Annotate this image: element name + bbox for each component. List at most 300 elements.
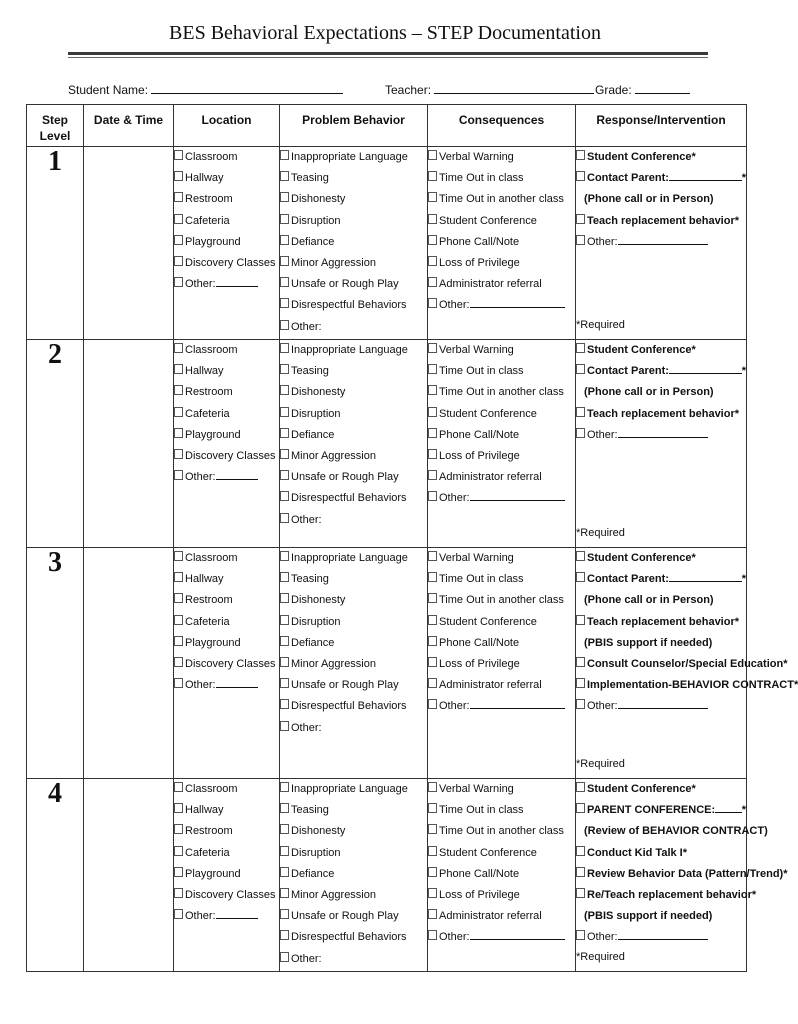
list-item (280, 906, 427, 927)
list-item (174, 864, 279, 885)
checkbox[interactable] (428, 385, 437, 395)
list-item (428, 232, 575, 253)
list-item (280, 147, 427, 168)
checkbox[interactable] (280, 678, 289, 688)
checkbox[interactable] (576, 235, 585, 245)
checkbox[interactable] (280, 721, 289, 731)
list-item (428, 446, 575, 467)
response-cell (576, 779, 788, 972)
list-item (280, 800, 427, 821)
checkbox[interactable] (280, 235, 289, 245)
checkbox[interactable] (428, 867, 437, 877)
item-label: Minor Aggression (291, 256, 376, 269)
response-label: Teach replacement behavior* (587, 214, 740, 227)
checkbox[interactable] (428, 171, 437, 181)
checkbox[interactable] (280, 491, 289, 501)
response-item (576, 800, 746, 821)
list-item (428, 885, 575, 906)
checkbox[interactable] (428, 214, 437, 224)
checkbox[interactable] (174, 824, 183, 834)
checkbox[interactable] (576, 930, 585, 940)
item-label: Time Out in class (439, 172, 524, 185)
checkbox[interactable] (280, 320, 289, 330)
checkbox[interactable] (576, 615, 585, 625)
date-time-cell[interactable] (84, 340, 174, 548)
item-label: Unsafe or Rough Play (291, 471, 399, 484)
response-item (576, 821, 768, 842)
item-label: Discovery Classes (185, 449, 276, 462)
response-cell (576, 340, 747, 548)
item-label: Other: (439, 931, 470, 944)
list-item (428, 779, 575, 800)
response-label: Re/Teach replacement behavior* (587, 888, 757, 901)
item-label: Defiance (291, 867, 335, 880)
other-blank[interactable] (216, 468, 258, 480)
student-name-field[interactable] (68, 81, 343, 98)
checkbox[interactable] (280, 407, 289, 417)
checkbox[interactable] (428, 572, 437, 582)
checkbox[interactable] (576, 678, 585, 688)
date-time-cell[interactable] (84, 147, 174, 340)
checkbox[interactable] (280, 343, 289, 353)
checkbox[interactable] (280, 952, 289, 962)
checkbox[interactable] (576, 572, 585, 582)
list-item (280, 361, 427, 382)
checkbox[interactable] (174, 846, 183, 856)
list-item (280, 612, 427, 633)
list-item (428, 211, 575, 232)
checkbox[interactable] (428, 235, 437, 245)
list-item (428, 800, 575, 821)
item-label: Inappropriate Language (291, 783, 408, 795)
checkbox[interactable] (428, 909, 437, 919)
item-label: Time Out in another class (439, 386, 564, 399)
checkbox[interactable] (428, 824, 437, 834)
list-item (428, 425, 575, 446)
list-item (428, 590, 575, 611)
list-item (428, 927, 575, 948)
checkbox[interactable] (280, 803, 289, 813)
checkbox[interactable] (576, 407, 585, 417)
checkbox[interactable] (576, 364, 585, 374)
checkbox[interactable] (174, 256, 183, 266)
checkbox[interactable] (280, 593, 289, 603)
checkbox[interactable] (428, 407, 437, 417)
grade-label: Grade: (595, 83, 632, 97)
response-item (576, 612, 746, 633)
list-item (174, 800, 279, 821)
checkbox[interactable] (576, 150, 585, 160)
list-item (280, 488, 427, 509)
checkbox[interactable] (280, 909, 289, 919)
checkbox[interactable] (428, 343, 437, 353)
checkbox[interactable] (174, 615, 183, 625)
response-blank[interactable] (618, 928, 708, 940)
item-label: Playground (185, 428, 241, 441)
step-level: 2 (27, 340, 84, 548)
checkbox[interactable] (280, 192, 289, 202)
date-time-cell[interactable] (84, 548, 174, 779)
checkbox[interactable] (174, 364, 183, 374)
checkbox[interactable] (576, 171, 585, 181)
checkbox[interactable] (174, 343, 183, 353)
list-item (428, 906, 575, 927)
response-item (576, 382, 746, 403)
checkbox[interactable] (576, 343, 585, 353)
item-label: Cafeteria (185, 615, 230, 628)
response-cell (576, 548, 798, 779)
item-label: Other: (185, 910, 216, 923)
title-divider (68, 52, 708, 58)
item-label: Disrespectful Behaviors (291, 492, 407, 505)
item-label: Administrator referral (439, 910, 542, 923)
list-item (174, 612, 279, 633)
checkbox[interactable] (280, 657, 289, 667)
list-item (174, 675, 279, 696)
list-item (174, 906, 279, 927)
item-label: Phone Call/Note (439, 867, 520, 880)
checkbox[interactable] (428, 888, 437, 898)
checkbox[interactable] (428, 470, 437, 480)
checkbox[interactable] (174, 867, 183, 877)
item-label: Minor Aggression (291, 657, 376, 670)
item-label: Discovery Classes (185, 888, 276, 901)
response-label: Student Conference* (587, 552, 696, 564)
list-item (280, 295, 427, 316)
list-item (174, 821, 279, 842)
checkbox[interactable] (174, 277, 183, 287)
checkbox[interactable] (428, 364, 437, 374)
checkbox[interactable] (174, 449, 183, 459)
item-label: Dishonesty (291, 386, 346, 399)
item-label: Disrespectful Behaviors (291, 931, 407, 944)
consequences-cell (428, 340, 576, 548)
item-label: Loss of Privilege (439, 256, 520, 269)
checkbox[interactable] (280, 846, 289, 856)
checkbox[interactable] (428, 699, 437, 709)
checkbox[interactable] (174, 214, 183, 224)
item-label: Other: (185, 471, 216, 484)
item-label: Student Conference (439, 407, 537, 420)
checkbox[interactable] (428, 449, 437, 459)
list-item (280, 425, 427, 446)
item-label: Restroom (185, 386, 233, 399)
response-item (576, 927, 746, 948)
checkbox[interactable] (174, 385, 183, 395)
item-label: Student Conference (439, 846, 537, 859)
column-header: Problem Behavior (280, 105, 428, 147)
other-blank[interactable] (470, 489, 565, 501)
checkbox[interactable] (428, 277, 437, 287)
checkbox[interactable] (280, 513, 289, 523)
checkbox[interactable] (428, 636, 437, 646)
checkbox[interactable] (174, 428, 183, 438)
required-marker: * (741, 365, 746, 378)
checkbox[interactable] (428, 803, 437, 813)
item-label: Minor Aggression (291, 888, 376, 901)
response-item (576, 906, 746, 927)
item-label: Hallway (185, 804, 224, 817)
response-blank[interactable] (618, 233, 708, 245)
item-label: Classroom (185, 344, 238, 356)
checkbox[interactable] (174, 171, 183, 181)
list-item (280, 821, 427, 842)
item-label: Defiance (291, 636, 335, 649)
response-item (576, 590, 746, 611)
checkbox[interactable] (428, 657, 437, 667)
list-item (428, 488, 575, 509)
checkbox[interactable] (576, 699, 585, 709)
grade-blank[interactable] (635, 81, 690, 94)
checkbox[interactable] (428, 846, 437, 856)
location-cell (174, 779, 280, 972)
checkbox[interactable] (428, 782, 437, 792)
checkbox[interactable] (280, 551, 289, 561)
checkbox[interactable] (576, 888, 585, 898)
item-label: Hallway (185, 172, 224, 185)
checkbox[interactable] (280, 636, 289, 646)
response-label: Other: (587, 235, 618, 248)
list-item (428, 633, 575, 654)
item-label: Time Out in another class (439, 594, 564, 607)
checkbox[interactable] (174, 407, 183, 417)
checkbox[interactable] (576, 782, 585, 792)
response-item (576, 633, 746, 654)
response-blank[interactable] (618, 697, 708, 709)
response-label: Student Conference* (587, 344, 696, 356)
checkbox[interactable] (280, 470, 289, 480)
item-label: Dishonesty (291, 594, 346, 607)
list-item (280, 675, 427, 696)
item-label: Classroom (185, 151, 238, 163)
response-label: (Phone call or in Person) (584, 193, 714, 206)
step-level: 1 (27, 147, 84, 340)
item-label: Playground (185, 235, 241, 248)
other-blank[interactable] (470, 697, 565, 709)
item-label: Discovery Classes (185, 256, 276, 269)
checkbox[interactable] (174, 782, 183, 792)
item-label: Inappropriate Language (291, 151, 408, 163)
other-blank[interactable] (216, 676, 258, 688)
list-item (174, 168, 279, 189)
item-label: Dishonesty (291, 825, 346, 838)
list-item (428, 612, 575, 633)
checkbox[interactable] (280, 615, 289, 625)
list-item (280, 446, 427, 467)
checkbox[interactable] (428, 930, 437, 940)
item-label: Phone Call/Note (439, 636, 520, 649)
checkbox[interactable] (280, 824, 289, 834)
checkbox[interactable] (174, 678, 183, 688)
checkbox[interactable] (174, 551, 183, 561)
response-item (576, 147, 746, 168)
checkbox[interactable] (280, 256, 289, 266)
checkbox[interactable] (280, 298, 289, 308)
checkbox[interactable] (174, 150, 183, 160)
checkbox[interactable] (280, 214, 289, 224)
item-label: Disruption (291, 615, 341, 628)
response-item (576, 211, 746, 232)
item-label: Student Conference (439, 214, 537, 227)
list-item (174, 253, 279, 274)
item-label: Disruption (291, 214, 341, 227)
list-item (174, 843, 279, 864)
checkbox[interactable] (174, 192, 183, 202)
response-label: Other: (587, 931, 618, 944)
response-label: (Phone call or in Person) (584, 386, 714, 399)
checkbox[interactable] (280, 364, 289, 374)
checkbox[interactable] (576, 846, 585, 856)
response-label: Student Conference* (587, 783, 696, 795)
list-item (280, 548, 427, 569)
checkbox[interactable] (174, 235, 183, 245)
response-content (576, 548, 798, 775)
item-label: Teasing (291, 573, 329, 586)
checkbox[interactable] (280, 888, 289, 898)
other-blank[interactable] (216, 275, 258, 287)
checkbox[interactable] (174, 593, 183, 603)
checkbox[interactable] (174, 657, 183, 667)
checkbox[interactable] (174, 470, 183, 480)
list-item (428, 843, 575, 864)
required-note: *Required (576, 951, 625, 963)
response-item (576, 361, 746, 382)
problem-behavior-cell (280, 147, 428, 340)
list-item (280, 168, 427, 189)
list-item (428, 361, 575, 382)
checkbox[interactable] (428, 593, 437, 603)
teacher-field[interactable] (385, 81, 594, 98)
response-content (576, 340, 746, 544)
checkbox[interactable] (428, 615, 437, 625)
response-item (576, 675, 798, 696)
checkbox[interactable] (576, 551, 585, 561)
checkbox[interactable] (280, 572, 289, 582)
response-item (576, 843, 746, 864)
response-label: Student Conference* (587, 151, 696, 163)
checkbox[interactable] (280, 428, 289, 438)
response-blank[interactable] (669, 362, 742, 374)
teacher-label: Teacher: (385, 83, 432, 97)
checkbox[interactable] (576, 867, 585, 877)
item-label: Other: (291, 513, 322, 526)
response-label: (PBIS support if needed) (584, 636, 713, 649)
checkbox[interactable] (280, 150, 289, 160)
checkbox[interactable] (280, 867, 289, 877)
response-item (576, 189, 746, 210)
list-item (428, 253, 575, 274)
item-label: Verbal Warning (439, 151, 514, 163)
checkbox[interactable] (174, 572, 183, 582)
checkbox[interactable] (174, 888, 183, 898)
list-item (174, 425, 279, 446)
response-blank[interactable] (669, 570, 742, 582)
list-item (280, 779, 427, 800)
item-label: Classroom (185, 552, 238, 564)
list-item (280, 510, 427, 531)
response-blank[interactable] (618, 426, 708, 438)
checkbox[interactable] (280, 277, 289, 287)
checkbox[interactable] (428, 428, 437, 438)
checkbox[interactable] (428, 551, 437, 561)
checkbox[interactable] (280, 699, 289, 709)
item-label: Verbal Warning (439, 344, 514, 356)
list-item (280, 340, 427, 361)
item-label: Inappropriate Language (291, 344, 408, 356)
list-item (174, 340, 279, 361)
list-item (280, 949, 427, 970)
grade-field[interactable] (595, 81, 690, 98)
checkbox[interactable] (428, 256, 437, 266)
checkbox[interactable] (576, 657, 585, 667)
response-blank[interactable] (669, 169, 742, 181)
item-label: Other: (439, 299, 470, 312)
checkbox[interactable] (280, 385, 289, 395)
list-item (428, 168, 575, 189)
consequences-cell (428, 147, 576, 340)
item-label: Minor Aggression (291, 449, 376, 462)
list-item (428, 548, 575, 569)
column-header: Date & Time (84, 105, 174, 147)
checkbox[interactable] (428, 678, 437, 688)
checkbox[interactable] (428, 150, 437, 160)
checkbox[interactable] (280, 171, 289, 181)
item-label: Time Out in class (439, 804, 524, 817)
item-label: Other: (185, 679, 216, 692)
response-item (576, 168, 746, 189)
list-item (280, 382, 427, 403)
checkbox[interactable] (576, 428, 585, 438)
item-label: Discovery Classes (185, 657, 276, 670)
list-item (174, 633, 279, 654)
item-label: Time Out in class (439, 365, 524, 378)
checkbox[interactable] (428, 298, 437, 308)
list-item (428, 147, 575, 168)
checkbox[interactable] (280, 782, 289, 792)
problem-behavior-cell (280, 548, 428, 779)
item-label: Cafeteria (185, 214, 230, 227)
checkbox[interactable] (428, 491, 437, 501)
response-item (576, 654, 788, 675)
list-item (280, 274, 427, 295)
list-item (428, 675, 575, 696)
item-label: Time Out in another class (439, 193, 564, 206)
checkbox[interactable] (280, 449, 289, 459)
checkbox[interactable] (174, 636, 183, 646)
list-item (174, 361, 279, 382)
other-blank[interactable] (470, 928, 565, 940)
response-blank[interactable] (715, 801, 742, 813)
item-label: Dishonesty (291, 193, 346, 206)
other-blank[interactable] (216, 907, 258, 919)
date-time-cell[interactable] (84, 779, 174, 972)
student-name-blank[interactable] (151, 81, 343, 94)
checkbox[interactable] (428, 192, 437, 202)
item-label: Other: (439, 700, 470, 713)
item-label: Classroom (185, 783, 238, 795)
other-blank[interactable] (470, 296, 565, 308)
checkbox[interactable] (174, 909, 183, 919)
item-label: Defiance (291, 428, 335, 441)
item-label: Restroom (185, 825, 233, 838)
checkbox[interactable] (576, 803, 585, 813)
teacher-blank[interactable] (434, 81, 594, 94)
item-label: Teasing (291, 172, 329, 185)
checkbox[interactable] (174, 803, 183, 813)
checkbox[interactable] (280, 930, 289, 940)
checkbox[interactable] (576, 214, 585, 224)
item-label: Verbal Warning (439, 552, 514, 564)
